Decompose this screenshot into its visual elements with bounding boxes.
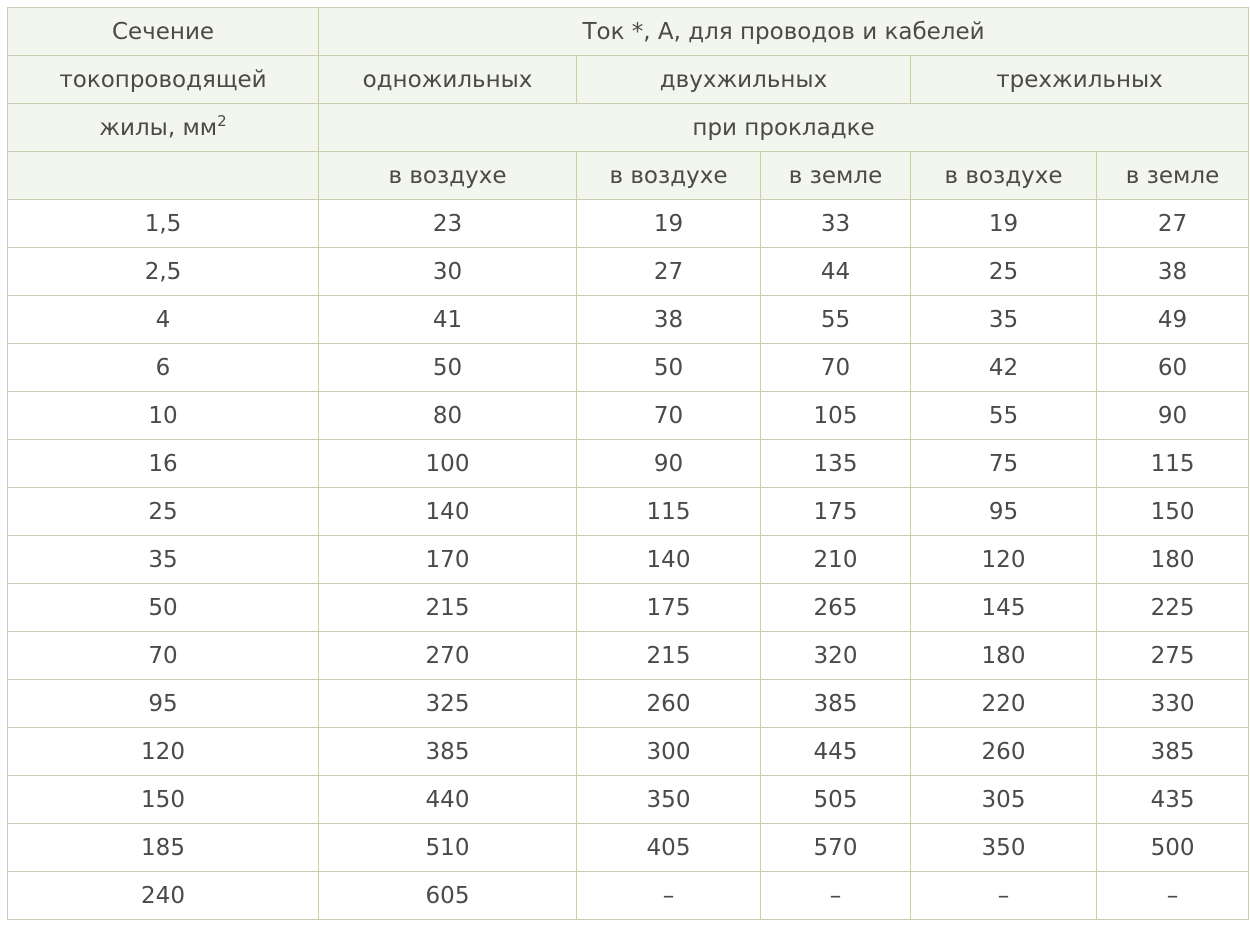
cell-two-ground: 570 xyxy=(761,824,911,872)
table-row xyxy=(8,872,1249,920)
cell-three-ground: 38 xyxy=(1097,248,1249,296)
subcol-single-air: в воздухе xyxy=(319,152,577,200)
cell-two-ground: 33 xyxy=(761,200,911,248)
cell-three-air: 180 xyxy=(911,632,1097,680)
cell-single-air: 215 xyxy=(319,584,577,632)
cell-section: 4 xyxy=(8,296,319,344)
cell-section: 50 xyxy=(8,584,319,632)
cell-three-air: 19 xyxy=(911,200,1097,248)
table-row xyxy=(8,536,1249,584)
cell-single-air: 80 xyxy=(319,392,577,440)
cell-three-ground: 115 xyxy=(1097,440,1249,488)
cell-three-air: 75 xyxy=(911,440,1097,488)
cell-single-air: 100 xyxy=(319,440,577,488)
cell-three-ground: – xyxy=(1097,872,1249,920)
section-unit-superscript: 2 xyxy=(217,111,227,130)
table-row xyxy=(8,392,1249,440)
section-header-line1: Сечение xyxy=(8,8,319,56)
cell-single-air: 41 xyxy=(319,296,577,344)
empty-header-cell xyxy=(8,152,319,200)
cell-section: 35 xyxy=(8,536,319,584)
cell-two-ground: 105 xyxy=(761,392,911,440)
cell-two-air: 350 xyxy=(577,776,761,824)
cell-section: 185 xyxy=(8,824,319,872)
cell-three-ground: 225 xyxy=(1097,584,1249,632)
cell-single-air: 170 xyxy=(319,536,577,584)
cell-section: 10 xyxy=(8,392,319,440)
cell-three-ground: 435 xyxy=(1097,776,1249,824)
cell-section: 95 xyxy=(8,680,319,728)
table-row xyxy=(8,728,1249,776)
cell-two-ground: 505 xyxy=(761,776,911,824)
cell-two-air: 38 xyxy=(577,296,761,344)
current-title-header: Ток *, А, для проводов и кабелей xyxy=(319,8,1249,56)
table-row xyxy=(8,296,1249,344)
cell-two-air: 260 xyxy=(577,680,761,728)
cell-three-air: 145 xyxy=(911,584,1097,632)
header-row-2 xyxy=(8,56,1249,104)
table-row xyxy=(8,200,1249,248)
cell-three-ground: 330 xyxy=(1097,680,1249,728)
cell-three-air: – xyxy=(911,872,1097,920)
cell-two-air: – xyxy=(577,872,761,920)
cell-three-air: 25 xyxy=(911,248,1097,296)
cell-section: 25 xyxy=(8,488,319,536)
cell-two-ground: 44 xyxy=(761,248,911,296)
single-core-header: одножильных xyxy=(319,56,577,104)
cell-section: 70 xyxy=(8,632,319,680)
two-core-header: двухжильных xyxy=(577,56,911,104)
table-row xyxy=(8,824,1249,872)
cell-section: 6 xyxy=(8,344,319,392)
cell-two-air: 300 xyxy=(577,728,761,776)
section-header-line3 xyxy=(8,104,319,152)
cell-two-air: 70 xyxy=(577,392,761,440)
cell-three-ground: 500 xyxy=(1097,824,1249,872)
section-header-line2: токопроводящей xyxy=(8,56,319,104)
cell-three-air: 42 xyxy=(911,344,1097,392)
cell-two-ground: 385 xyxy=(761,680,911,728)
cell-three-air: 55 xyxy=(911,392,1097,440)
cell-three-ground: 180 xyxy=(1097,536,1249,584)
cell-three-air: 260 xyxy=(911,728,1097,776)
cell-single-air: 605 xyxy=(319,872,577,920)
cell-two-ground: 265 xyxy=(761,584,911,632)
cell-two-air: 50 xyxy=(577,344,761,392)
cell-single-air: 510 xyxy=(319,824,577,872)
table-row xyxy=(8,440,1249,488)
cell-three-ground: 27 xyxy=(1097,200,1249,248)
cell-three-ground: 275 xyxy=(1097,632,1249,680)
cell-three-ground: 49 xyxy=(1097,296,1249,344)
cell-three-ground: 385 xyxy=(1097,728,1249,776)
cell-single-air: 140 xyxy=(319,488,577,536)
cell-two-air: 115 xyxy=(577,488,761,536)
cell-two-ground: 445 xyxy=(761,728,911,776)
cell-three-ground: 150 xyxy=(1097,488,1249,536)
subcol-three-air: в воздухе xyxy=(911,152,1097,200)
table-row xyxy=(8,584,1249,632)
cell-single-air: 270 xyxy=(319,632,577,680)
cell-three-ground: 60 xyxy=(1097,344,1249,392)
cell-two-ground: 210 xyxy=(761,536,911,584)
section-unit-label: жилы, мм xyxy=(99,114,218,141)
table-row xyxy=(8,776,1249,824)
cell-section: 1,5 xyxy=(8,200,319,248)
three-core-header: трехжильных xyxy=(911,56,1249,104)
cell-two-ground: 175 xyxy=(761,488,911,536)
cell-single-air: 50 xyxy=(319,344,577,392)
cell-two-air: 90 xyxy=(577,440,761,488)
cell-section: 150 xyxy=(8,776,319,824)
cell-section: 120 xyxy=(8,728,319,776)
cell-two-ground: 320 xyxy=(761,632,911,680)
cell-two-air: 405 xyxy=(577,824,761,872)
cell-two-ground: – xyxy=(761,872,911,920)
cell-single-air: 325 xyxy=(319,680,577,728)
subcol-three-ground: в земле xyxy=(1097,152,1249,200)
cell-two-ground: 135 xyxy=(761,440,911,488)
cell-three-air: 120 xyxy=(911,536,1097,584)
cell-three-ground: 90 xyxy=(1097,392,1249,440)
subcol-two-air: в воздухе xyxy=(577,152,761,200)
cell-section: 2,5 xyxy=(8,248,319,296)
table-row xyxy=(8,488,1249,536)
cell-section: 16 xyxy=(8,440,319,488)
cell-two-ground: 55 xyxy=(761,296,911,344)
header-row-3 xyxy=(8,104,1249,152)
cell-three-air: 95 xyxy=(911,488,1097,536)
laying-header: при прокладке xyxy=(319,104,1249,152)
table-row xyxy=(8,344,1249,392)
subcol-two-ground: в земле xyxy=(761,152,911,200)
cell-section: 240 xyxy=(8,872,319,920)
cell-single-air: 23 xyxy=(319,200,577,248)
cell-three-air: 350 xyxy=(911,824,1097,872)
cell-two-air: 140 xyxy=(577,536,761,584)
table-row xyxy=(8,680,1249,728)
header-row-1 xyxy=(8,8,1249,56)
cell-two-air: 19 xyxy=(577,200,761,248)
current-rating-table xyxy=(7,7,1249,920)
cell-two-air: 215 xyxy=(577,632,761,680)
cell-single-air: 385 xyxy=(319,728,577,776)
cell-two-air: 27 xyxy=(577,248,761,296)
table-row xyxy=(8,248,1249,296)
cell-three-air: 35 xyxy=(911,296,1097,344)
cell-single-air: 30 xyxy=(319,248,577,296)
header-row-4 xyxy=(8,152,1249,200)
cell-three-air: 220 xyxy=(911,680,1097,728)
table-row xyxy=(8,632,1249,680)
cell-two-air: 175 xyxy=(577,584,761,632)
cell-three-air: 305 xyxy=(911,776,1097,824)
cell-two-ground: 70 xyxy=(761,344,911,392)
cell-single-air: 440 xyxy=(319,776,577,824)
